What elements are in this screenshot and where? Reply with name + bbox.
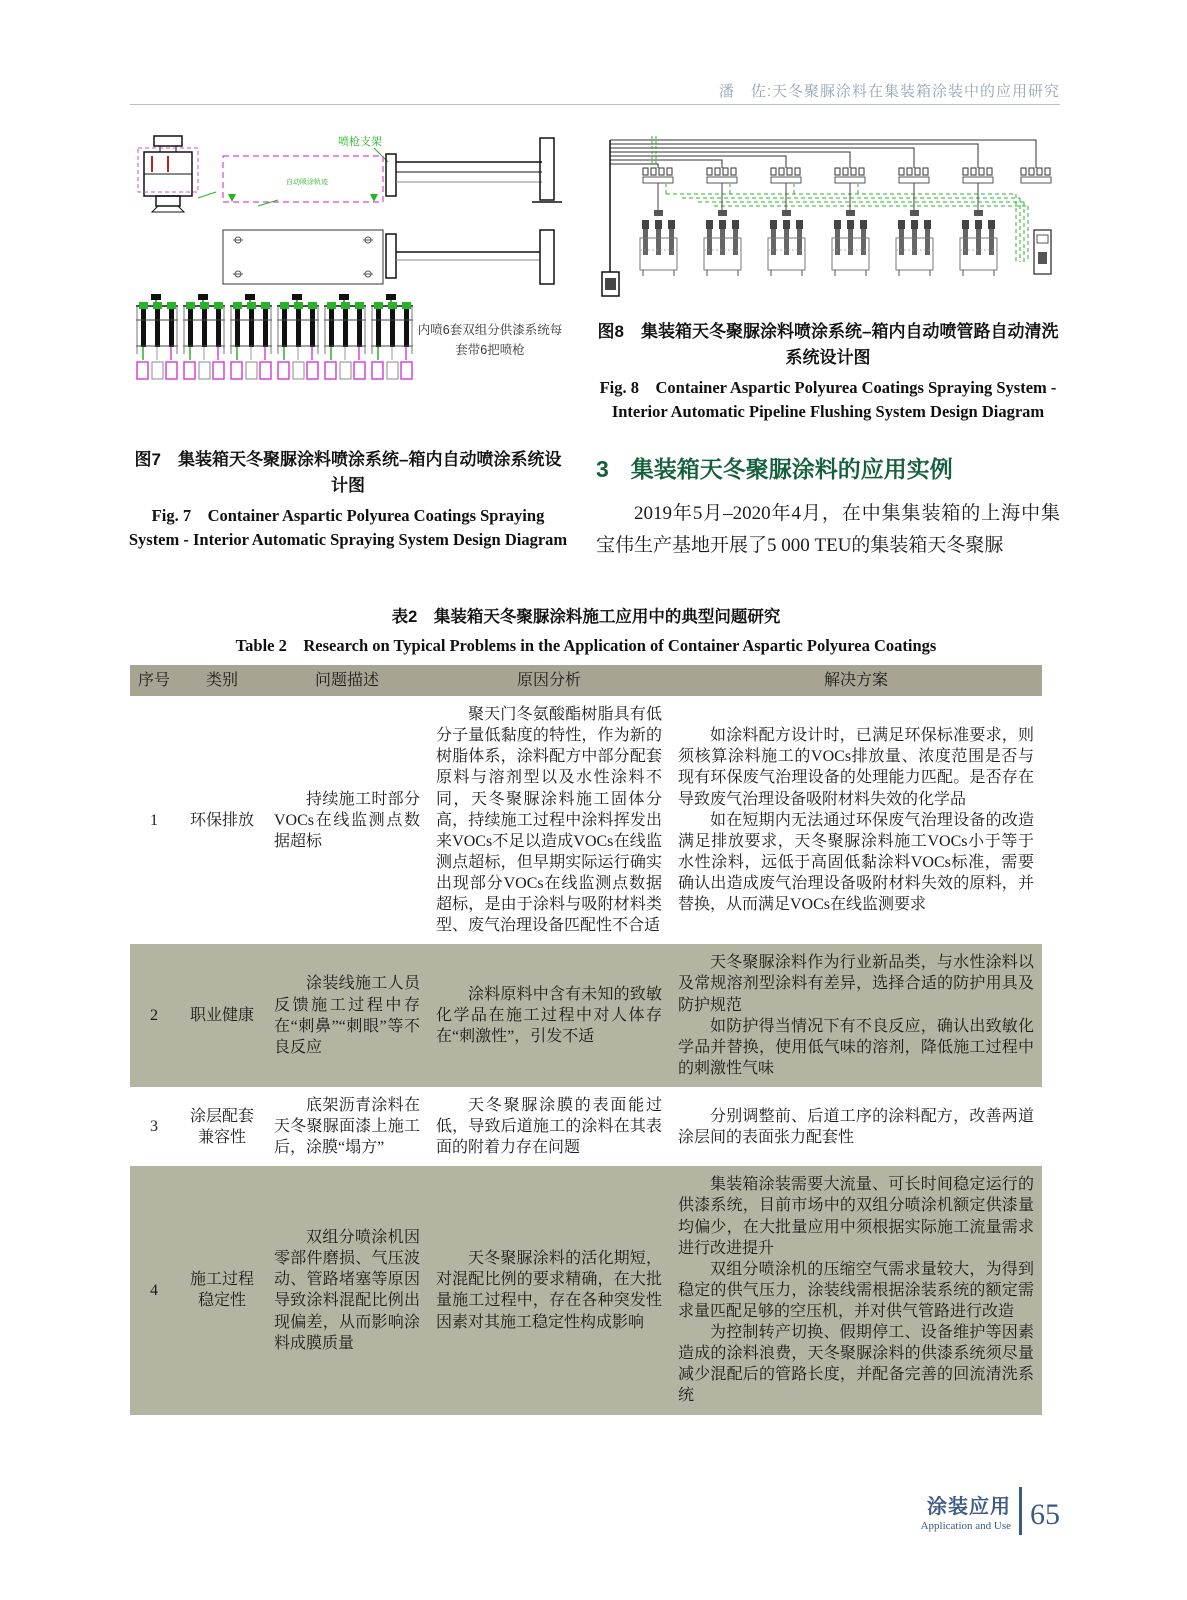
header-divider [130,104,1060,105]
cell-paragraph: 持续施工时部分VOCs在线监测点数据超标 [274,790,420,850]
fig7-diagram [128,134,568,434]
cell-paragraph: 涂料原料中含有未知的致敏化学品在施工过程中对人体存在“刺激性”，引发不适 [436,985,662,1046]
section-number: 3 [596,456,609,483]
table2-section [130,603,1042,1415]
fig7-label-inner-note: 自动喷涂轨迹 [286,179,328,186]
row-category: 施工过程稳定性 [189,1271,254,1310]
row-solution [670,944,1042,1087]
row-problem [266,1166,428,1414]
table-row [130,1087,1042,1166]
section-paragraph: 2019年5月–2020年4月，在中集集装箱的上海中集宝伟生产基地开展了5 000 TEU的集装箱天冬聚脲 [596,503,1060,556]
cell-paragraph: 如防护得当情况下有不良反应，确认出致敏化学品并替换，使用低气味的溶剂，降低施工过程中的刺激性气味 [678,1017,1034,1077]
col-header-cause: 原因分析 [428,665,670,696]
row-category: 职业健康 [189,1007,254,1025]
page-number: 65 [1030,1498,1060,1531]
row-number: 3 [150,1118,158,1136]
fig8-caption-cn: 图8 集装箱天冬聚脲涂料喷涂系统–箱内自动喷管路自动清洗系统设计图 [597,322,1059,368]
row-category: 环保排放 [189,811,254,829]
table-row [130,696,1042,944]
table2-title-cn: 表2 集装箱天冬聚脲涂料施工应用中的典型问题研究 [391,608,781,626]
cell-paragraph: 如涂料配方设计时，已满足环保标准要求，则须核算涂料施工的VOCs排放量、浓度范围是否与现有环保废气治理设备的处理能力匹配。是否存在导致废气治理设备吸附材料失效的化学品 [678,727,1034,808]
cell-paragraph: 天冬聚脲涂料作为行业新品类，与水性涂料以及常规溶剂型涂料有差异，选择合适的防护用具及防护规范 [678,954,1034,1014]
footer-section-name [921,1490,1011,1532]
cell-paragraph: 聚天门冬氨酸酯树脂具有低分子量低黏度的特性，作为新的树脂体系，涂料配方中部分配套原料与溶剂型以及水性涂料不同，天冬聚脲涂料施工固体分高，持续施工过程中涂料挥发出来VOCs不足以造成VOCs在线监测点超标，但早期实际运行确实出现部分VOCs在线监测点数据超标，是由于涂料与吸附材料类型、废气治理设备匹配性不合适 [436,706,662,935]
figure8-block [596,134,1060,561]
row-cause [428,696,670,944]
cell-paragraph: 底架沥青涂料在天冬聚脲面漆上施工后，涂膜“塌方” [274,1096,420,1157]
cell-paragraph: 天冬聚脲涂膜的表面能过低，导致后道施工的涂料在其表面的附着力存在问题 [436,1096,662,1157]
fig7-annotation-line2: 套带6把喷枪 [455,343,525,357]
cell-paragraph: 天冬聚脲涂料的活化期短，对混配比例的要求精确，在大批量施工过程中，存在各种突发性因素对其施工稳定性构成影响 [436,1250,662,1331]
cell-paragraph: 双组分喷涂机因零部件磨损、气压波动、管路堵塞等原因导致涂料混配比例出现偏差，从而影响涂料成膜质量 [274,1229,420,1352]
col-header-category: 类别 [178,665,266,696]
cell-paragraph: 集装箱涂装需要大流量、可长时间稳定运行的供漆系统，目前市场中的双组分喷涂机额定供漆量均偏少，在大批量应用中须根据实际施工流量需求进行改进提升 [678,1176,1034,1257]
row-problem [266,696,428,944]
table-row [130,944,1042,1087]
row-problem [266,1087,428,1166]
fig7-caption-cn: 图7 集装箱天冬聚脲涂料喷涂系统–箱内自动喷涂系统设计图 [134,450,562,496]
page-footer [921,1487,1060,1535]
col-header-no: 序号 [130,665,178,696]
footer-section-en: Application and Use [920,1520,1011,1532]
col-header-problem: 问题描述 [266,665,428,696]
cell-paragraph: 涂装线施工人员反馈施工过程中存在“刺鼻”“刺眼”等不良反应 [274,975,420,1056]
footer-section-cn: 涂装应用 [927,1496,1011,1518]
cell-paragraph: 如在短期内无法通过环保废气治理设备的改造满足排放要求，天冬聚脲涂料施工VOCs小于等于水性涂料，远低于高固低黏涂料VOCs标准，需要确认出造成废气治理设备吸附材料失效的原料，并替换，从而满足VOCs在线监测要求 [678,811,1034,914]
problems-table [130,665,1042,1415]
table-header-row [130,665,1042,696]
figure7-block [128,134,568,553]
running-header: 潘 佐:天冬聚脲涂料在集装箱涂装中的应用研究 [718,83,1060,100]
row-number: 4 [150,1281,158,1299]
cell-paragraph: 为控制转产切换、假期停工、设备维护等因素造成的涂料浪费，天冬聚脲涂料的供漆系统须尽量减少混配后的管路长度，并配备完善的回流清洗系统 [678,1324,1034,1405]
fig7-label-gun-bracket: 喷枪支架 [338,136,382,148]
fig7-caption-en: Fig. 7 Container Aspartic Polyurea Coatings Spraying System - Interior Automatic Spraying System Design Diagram [128,505,568,550]
section-title: 集装箱天冬聚脲涂料的应用实例 [630,456,953,483]
table-row [130,1166,1042,1414]
cell-paragraph: 分别调整前、后道工序的涂料配方，改善两道涂层间的表面张力配套性 [678,1107,1034,1146]
row-problem [266,944,428,1087]
row-category: 涂层配套兼容性 [189,1107,254,1146]
row-number: 1 [150,811,158,829]
footer-divider-bar [1019,1487,1022,1535]
row-cause [428,944,670,1087]
fig8-caption-en: Fig. 8 Container Aspartic Polyurea Coatings Spraying System - Interior Automatic Pipeline Flushing System Design Diagram [599,377,1057,422]
row-solution [670,1087,1042,1166]
fig7-annotation-line1: 内喷6套双组分供漆系统每 [417,323,563,337]
row-solution [670,696,1042,944]
cell-paragraph: 双组分喷涂机的压缩空气需求量较大，为得到稳定的供气压力，涂装线需根据涂装系统的额定需求量匹配足够的空压机，并对供气管路进行改造 [678,1260,1034,1320]
row-solution [670,1166,1042,1414]
table2-title-en: Table 2 Research on Typical Problems in the Application of Container Aspartic Polyurea Coatings [235,636,937,655]
row-cause [428,1087,670,1166]
row-cause [428,1166,670,1414]
section-heading [596,451,1060,484]
row-number: 2 [150,1007,158,1025]
fig8-diagram [596,134,1060,306]
col-header-solution: 解决方案 [670,665,1042,696]
